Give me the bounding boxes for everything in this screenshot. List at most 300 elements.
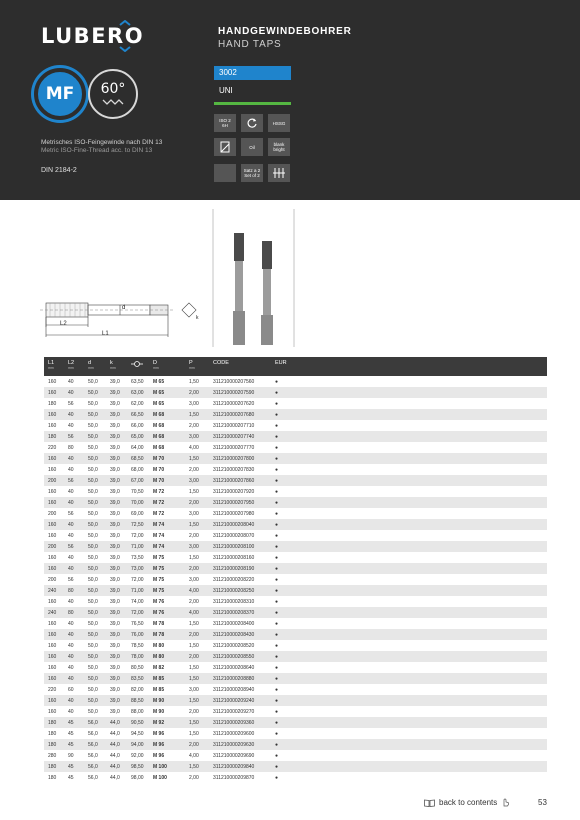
cell-pitch: 2,00 xyxy=(189,708,199,715)
cell-core-diameter: 98,50 xyxy=(131,763,144,770)
cell-core-diameter: 74,00 xyxy=(131,598,144,605)
cell-core-diameter: 72,50 xyxy=(131,521,144,528)
table-row xyxy=(44,431,547,442)
header-band xyxy=(0,0,580,200)
tap-set-icon xyxy=(268,164,290,182)
cell-availability: ● xyxy=(275,576,279,583)
cell-nominal-size: M 74 xyxy=(153,543,165,550)
cell-code: 311210000209270 xyxy=(213,708,255,715)
cell-availability: ● xyxy=(275,455,279,462)
cell-code: 311210000208640 xyxy=(213,664,255,671)
cell-d: 56,0 xyxy=(88,719,98,726)
cell-availability: ● xyxy=(275,411,279,418)
cell-pitch: 3,00 xyxy=(189,576,199,583)
cell-core-diameter: 70,00 xyxy=(131,499,144,506)
cell-k: 39,0 xyxy=(110,609,120,616)
cell-k: 39,0 xyxy=(110,554,120,561)
cell-l1: 160 xyxy=(48,708,57,715)
cell-core-diameter: 98,00 xyxy=(131,774,144,781)
back-to-contents-label: back to contents xyxy=(439,798,498,807)
cell-core-diameter: 66,50 xyxy=(131,411,144,418)
cell-code: 311210000207710 xyxy=(213,422,255,429)
cell-nominal-size: M 68 xyxy=(153,422,165,429)
cell-availability: ● xyxy=(275,653,279,660)
cell-d: 56,0 xyxy=(88,741,98,748)
book-icon xyxy=(424,799,435,807)
cell-k: 39,0 xyxy=(110,477,120,484)
cell-pitch: 3,00 xyxy=(189,433,199,440)
empty-icon xyxy=(214,164,236,182)
cell-l1: 160 xyxy=(48,620,57,627)
cell-code: 311210000208550 xyxy=(213,653,255,660)
cell-availability: ● xyxy=(275,609,279,616)
cell-nominal-size: M 75 xyxy=(153,576,165,583)
set-label-2: Set of 2 xyxy=(244,173,260,178)
oil-icon xyxy=(241,138,263,156)
cell-l1: 200 xyxy=(48,477,57,484)
cell-l2: 40 xyxy=(68,565,74,572)
cell-availability: ● xyxy=(275,510,279,517)
mf-badge: MF xyxy=(34,68,86,120)
uni-label: UNI xyxy=(219,86,233,95)
cell-code: 311210000207920 xyxy=(213,488,255,495)
cell-availability: ● xyxy=(275,631,279,638)
cell-l1: 180 xyxy=(48,719,57,726)
table-body xyxy=(44,376,547,783)
table-row xyxy=(44,453,547,464)
cell-k: 39,0 xyxy=(110,620,120,627)
cell-code: 311210000208370 xyxy=(213,609,255,616)
cell-d: 56,0 xyxy=(88,730,98,737)
cell-availability: ● xyxy=(275,719,279,726)
blank-label: blank xyxy=(273,142,285,147)
cell-k: 44,0 xyxy=(110,719,120,726)
table-row xyxy=(44,651,547,662)
cell-l2: 60 xyxy=(68,686,74,693)
table-row xyxy=(44,772,547,783)
table-row xyxy=(44,376,547,387)
cell-code: 311210000208400 xyxy=(213,620,255,627)
cell-pitch: 3,00 xyxy=(189,510,199,517)
cell-l2: 45 xyxy=(68,763,74,770)
table-row xyxy=(44,541,547,552)
cell-availability: ● xyxy=(275,686,279,693)
cell-availability: ● xyxy=(275,598,279,605)
cell-code: 311210000208070 xyxy=(213,532,255,539)
cell-nominal-size: M 90 xyxy=(153,697,165,704)
cell-l1: 160 xyxy=(48,598,57,605)
header-core-diameter-icon xyxy=(129,357,151,376)
cell-l1: 180 xyxy=(48,730,57,737)
cell-code: 311210000207590 xyxy=(213,389,255,396)
table-row xyxy=(44,706,547,717)
cell-nominal-size: M 90 xyxy=(153,708,165,715)
cell-l2: 40 xyxy=(68,455,74,462)
cell-core-diameter: 73,00 xyxy=(131,565,144,572)
cell-l1: 160 xyxy=(48,631,57,638)
cell-pitch: 2,00 xyxy=(189,499,199,506)
table-row xyxy=(44,662,547,673)
cell-nominal-size: M 65 xyxy=(153,378,165,385)
cell-pitch: 1,50 xyxy=(189,730,199,737)
cell-l2: 45 xyxy=(68,774,74,781)
cell-k: 39,0 xyxy=(110,708,120,715)
table-header xyxy=(44,357,547,376)
cell-nominal-size: M 72 xyxy=(153,499,165,506)
cell-pitch: 4,00 xyxy=(189,609,199,616)
cell-availability: ● xyxy=(275,378,279,385)
cell-pitch: 1,50 xyxy=(189,554,199,561)
cell-k: 39,0 xyxy=(110,400,120,407)
cell-l1: 220 xyxy=(48,686,57,693)
cell-core-diameter: 65,00 xyxy=(131,433,144,440)
cell-l2: 45 xyxy=(68,719,74,726)
cell-k: 44,0 xyxy=(110,730,120,737)
cell-k: 39,0 xyxy=(110,433,120,440)
cell-availability: ● xyxy=(275,675,279,682)
cell-code: 311210000209600 xyxy=(213,730,255,737)
oil-label: Oil xyxy=(249,144,255,150)
back-to-contents-link[interactable] xyxy=(424,798,510,807)
cell-code: 311210000208100 xyxy=(213,543,255,550)
iso-label-1: ISO 2 xyxy=(219,118,231,123)
cell-code: 311210000207770 xyxy=(213,444,255,451)
cell-availability: ● xyxy=(275,587,279,594)
table-row xyxy=(44,574,547,585)
cell-code: 311210000207950 xyxy=(213,499,255,506)
cell-d: 50,0 xyxy=(88,488,98,495)
cell-core-diameter: 63,00 xyxy=(131,389,144,396)
drawing-label-l2: L2 xyxy=(60,321,67,327)
cell-l1: 160 xyxy=(48,565,57,572)
header-l1: L1 mm xyxy=(48,360,55,370)
cell-pitch: 2,00 xyxy=(189,631,199,638)
din-standard: DIN 2184-2 xyxy=(41,167,77,174)
cell-pitch: 2,00 xyxy=(189,532,199,539)
cell-l1: 240 xyxy=(48,587,57,594)
cell-code: 311210000207560 xyxy=(213,378,255,385)
technical-drawing xyxy=(0,205,580,350)
cell-code: 311210000209630 xyxy=(213,741,255,748)
cell-d: 50,0 xyxy=(88,554,98,561)
cell-l1: 160 xyxy=(48,488,57,495)
product-code-badge: 3002 xyxy=(214,66,291,80)
cell-pitch: 1,50 xyxy=(189,411,199,418)
cell-l2: 56 xyxy=(68,576,74,583)
table-row xyxy=(44,640,547,651)
cell-d: 50,0 xyxy=(88,455,98,462)
cell-core-diameter: 80,50 xyxy=(131,664,144,671)
cell-l2: 40 xyxy=(68,631,74,638)
cell-pitch: 1,50 xyxy=(189,719,199,726)
set-label-1: Satz a 2 xyxy=(243,168,261,173)
cell-availability: ● xyxy=(275,741,279,748)
header-k: k mm xyxy=(110,360,116,370)
title-german: HANDGEWINDEBOHRER xyxy=(218,26,352,37)
cell-pitch: 1,50 xyxy=(189,378,199,385)
cell-l2: 40 xyxy=(68,675,74,682)
cell-l2: 80 xyxy=(68,609,74,616)
cell-availability: ● xyxy=(275,708,279,715)
cell-l1: 180 xyxy=(48,763,57,770)
thread-description xyxy=(41,139,162,155)
cell-code: 311210000207620 xyxy=(213,400,255,407)
cell-k: 44,0 xyxy=(110,774,120,781)
cell-l2: 40 xyxy=(68,521,74,528)
cell-l1: 160 xyxy=(48,499,57,506)
cell-k: 39,0 xyxy=(110,510,120,517)
cell-l2: 40 xyxy=(68,708,74,715)
cell-l1: 180 xyxy=(48,774,57,781)
cell-availability: ● xyxy=(275,488,279,495)
table-row xyxy=(44,717,547,728)
cell-l2: 56 xyxy=(68,510,74,517)
cell-availability: ● xyxy=(275,774,279,781)
page-number: 53 xyxy=(538,798,547,807)
header-code: CODE xyxy=(213,360,229,366)
hss-label: HSSG xyxy=(272,120,286,126)
cell-d: 50,0 xyxy=(88,609,98,616)
table-row xyxy=(44,607,547,618)
cell-d: 56,0 xyxy=(88,763,98,770)
cell-pitch: 3,00 xyxy=(189,477,199,484)
cell-l2: 40 xyxy=(68,411,74,418)
cell-code: 311210000208940 xyxy=(213,686,255,693)
cell-pitch: 3,00 xyxy=(189,686,199,693)
table-row xyxy=(44,728,547,739)
cell-nominal-size: M 70 xyxy=(153,455,165,462)
cell-k: 39,0 xyxy=(110,499,120,506)
cell-pitch: 4,00 xyxy=(189,752,199,759)
table-row xyxy=(44,519,547,530)
cell-l1: 200 xyxy=(48,510,57,517)
cell-d: 50,0 xyxy=(88,400,98,407)
cell-l1: 160 xyxy=(48,675,57,682)
table-row xyxy=(44,585,547,596)
cell-l2: 56 xyxy=(68,433,74,440)
cell-k: 39,0 xyxy=(110,389,120,396)
cell-l2: 40 xyxy=(68,642,74,649)
cell-k: 39,0 xyxy=(110,642,120,649)
cell-d: 50,0 xyxy=(88,675,98,682)
cell-l1: 160 xyxy=(48,664,57,671)
cell-code: 311210000208310 xyxy=(213,598,255,605)
cell-d: 50,0 xyxy=(88,653,98,660)
cell-nominal-size: M 78 xyxy=(153,631,165,638)
cell-core-diameter: 78,50 xyxy=(131,642,144,649)
cell-nominal-size: M 96 xyxy=(153,752,165,759)
set-of-two-icon xyxy=(241,164,263,182)
cell-availability: ● xyxy=(275,389,279,396)
cell-l2: 80 xyxy=(68,444,74,451)
cell-availability: ● xyxy=(275,543,279,550)
cell-availability: ● xyxy=(275,499,279,506)
cell-l1: 240 xyxy=(48,609,57,616)
cell-nominal-size: M 72 xyxy=(153,510,165,517)
cell-core-diameter: 76,50 xyxy=(131,620,144,627)
iso-label-2: 6H xyxy=(222,123,228,128)
cell-code: 311210000209240 xyxy=(213,697,255,704)
table-row xyxy=(44,387,547,398)
drawing-label-l1: L1 xyxy=(102,331,109,337)
cell-l2: 40 xyxy=(68,466,74,473)
cell-core-diameter: 76,00 xyxy=(131,631,144,638)
cell-k: 39,0 xyxy=(110,653,120,660)
cell-core-diameter: 68,00 xyxy=(131,466,144,473)
cell-core-diameter: 63,50 xyxy=(131,378,144,385)
cell-nominal-size: M 92 xyxy=(153,719,165,726)
cell-k: 39,0 xyxy=(110,543,120,550)
cell-l1: 200 xyxy=(48,576,57,583)
table-row xyxy=(44,508,547,519)
cell-nominal-size: M 82 xyxy=(153,664,165,671)
cell-core-diameter: 68,50 xyxy=(131,455,144,462)
cell-d: 50,0 xyxy=(88,598,98,605)
cell-k: 39,0 xyxy=(110,675,120,682)
cell-nominal-size: M 68 xyxy=(153,433,165,440)
table-row xyxy=(44,684,547,695)
rotation-icon xyxy=(241,114,263,132)
cell-availability: ● xyxy=(275,521,279,528)
cell-l2: 40 xyxy=(68,664,74,671)
cell-k: 39,0 xyxy=(110,664,120,671)
material-hss-icon xyxy=(268,114,290,132)
table-row xyxy=(44,739,547,750)
cell-l1: 160 xyxy=(48,697,57,704)
cell-core-diameter: 67,00 xyxy=(131,477,144,484)
header-l2: L2 mm xyxy=(68,360,75,370)
header-D: D mm xyxy=(153,360,159,370)
cell-l2: 56 xyxy=(68,477,74,484)
cell-availability: ● xyxy=(275,752,279,759)
cell-l1: 180 xyxy=(48,400,57,407)
cell-d: 56,0 xyxy=(88,774,98,781)
cell-l2: 40 xyxy=(68,598,74,605)
cell-d: 50,0 xyxy=(88,499,98,506)
cell-d: 50,0 xyxy=(88,510,98,517)
angle-badge xyxy=(88,69,138,119)
cell-k: 39,0 xyxy=(110,422,120,429)
cell-nominal-size: M 75 xyxy=(153,554,165,561)
cell-pitch: 1,50 xyxy=(189,488,199,495)
cell-pitch: 2,00 xyxy=(189,565,199,572)
cell-core-diameter: 62,00 xyxy=(131,400,144,407)
cell-pitch: 2,00 xyxy=(189,422,199,429)
cell-k: 39,0 xyxy=(110,576,120,583)
cell-k: 39,0 xyxy=(110,488,120,495)
cell-pitch: 4,00 xyxy=(189,444,199,451)
logo-accent-icon xyxy=(117,20,133,52)
cell-k: 44,0 xyxy=(110,741,120,748)
cell-d: 50,0 xyxy=(88,686,98,693)
cell-pitch: 2,00 xyxy=(189,598,199,605)
cell-k: 39,0 xyxy=(110,697,120,704)
cell-d: 56,0 xyxy=(88,752,98,759)
cell-core-diameter: 71,00 xyxy=(131,587,144,594)
surface-bright-icon xyxy=(268,138,290,156)
cell-availability: ● xyxy=(275,565,279,572)
cell-l2: 56 xyxy=(68,400,74,407)
cell-pitch: 1,50 xyxy=(189,697,199,704)
hand-pointer-icon xyxy=(501,798,510,807)
cell-k: 44,0 xyxy=(110,752,120,759)
cell-d: 50,0 xyxy=(88,697,98,704)
cell-l2: 40 xyxy=(68,378,74,385)
cell-l1: 200 xyxy=(48,543,57,550)
cell-nominal-size: M 80 xyxy=(153,653,165,660)
header-d: d mm xyxy=(88,360,94,370)
cell-k: 44,0 xyxy=(110,763,120,770)
cell-availability: ● xyxy=(275,532,279,539)
cell-k: 39,0 xyxy=(110,455,120,462)
cell-d: 50,0 xyxy=(88,422,98,429)
cell-l1: 160 xyxy=(48,466,57,473)
cell-pitch: 1,50 xyxy=(189,664,199,671)
cell-nominal-size: M 68 xyxy=(153,411,165,418)
cell-pitch: 1,50 xyxy=(189,642,199,649)
cell-k: 39,0 xyxy=(110,532,120,539)
table-row xyxy=(44,497,547,508)
cell-l2: 56 xyxy=(68,543,74,550)
table-row xyxy=(44,596,547,607)
cell-nominal-size: M 75 xyxy=(153,587,165,594)
description-en: Metric ISO-Fine-Thread acc. to DIN 13 xyxy=(41,147,153,154)
cell-l2: 40 xyxy=(68,653,74,660)
cell-nominal-size: M 68 xyxy=(153,444,165,451)
tap-photo xyxy=(213,209,294,347)
cell-code: 311210000208430 xyxy=(213,631,255,638)
cell-d: 50,0 xyxy=(88,532,98,539)
table-row xyxy=(44,761,547,772)
cell-code: 311210000207680 xyxy=(213,411,255,418)
angle-label: 60° xyxy=(100,81,126,97)
cell-l1: 220 xyxy=(48,444,57,451)
cell-core-diameter: 78,00 xyxy=(131,653,144,660)
cell-l2: 40 xyxy=(68,697,74,704)
title-english: HAND TAPS xyxy=(218,39,282,50)
cell-availability: ● xyxy=(275,466,279,473)
header-p: P mm xyxy=(189,360,195,370)
cell-pitch: 2,00 xyxy=(189,774,199,781)
cell-pitch: 2,00 xyxy=(189,466,199,473)
cell-nominal-size: M 74 xyxy=(153,521,165,528)
cell-core-diameter: 94,00 xyxy=(131,741,144,748)
cell-d: 50,0 xyxy=(88,631,98,638)
cell-availability: ● xyxy=(275,664,279,671)
cell-k: 39,0 xyxy=(110,378,120,385)
cell-core-diameter: 73,50 xyxy=(131,554,144,561)
cell-l2: 40 xyxy=(68,488,74,495)
cell-l1: 160 xyxy=(48,411,57,418)
cell-code: 311210000207980 xyxy=(213,510,255,517)
cell-l2: 45 xyxy=(68,730,74,737)
cell-nominal-size: M 100 xyxy=(153,763,167,770)
cell-availability: ● xyxy=(275,554,279,561)
cell-l1: 160 xyxy=(48,653,57,660)
cell-core-diameter: 72,00 xyxy=(131,609,144,616)
cell-code: 311210000208190 xyxy=(213,565,255,572)
cell-core-diameter: 64,00 xyxy=(131,444,144,451)
table-row xyxy=(44,442,547,453)
cell-code: 311210000209690 xyxy=(213,752,255,759)
cell-l2: 40 xyxy=(68,620,74,627)
cell-pitch: 3,00 xyxy=(189,543,199,550)
table-row xyxy=(44,475,547,486)
cell-core-diameter: 82,00 xyxy=(131,686,144,693)
cell-code: 311210000209840 xyxy=(213,763,255,770)
cell-pitch: 1,50 xyxy=(189,675,199,682)
iso-tolerance-icon xyxy=(214,114,236,132)
